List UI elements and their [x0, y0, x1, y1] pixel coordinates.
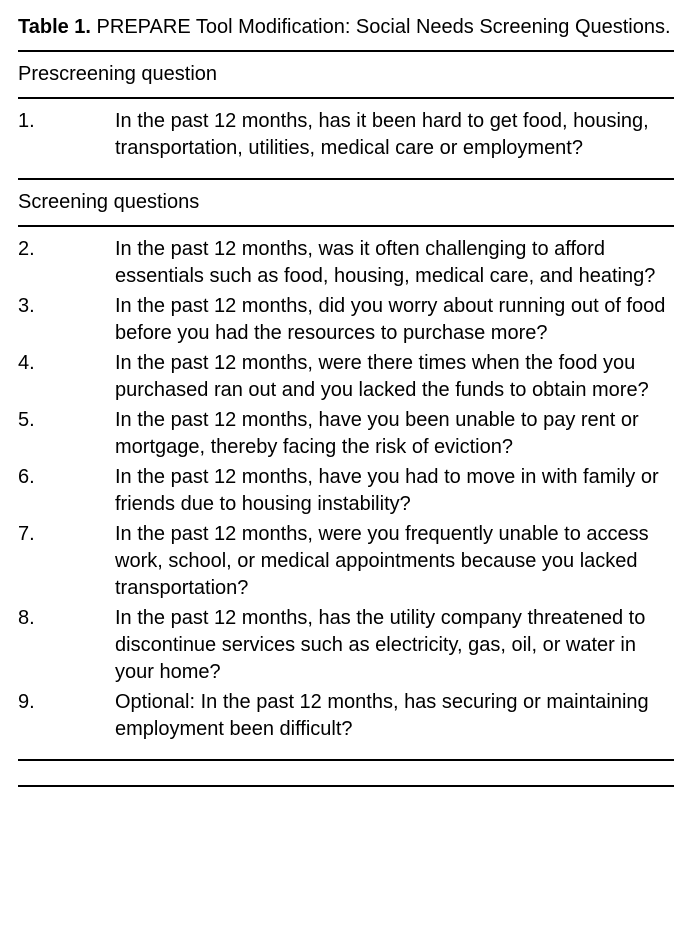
question-number: 8.: [18, 607, 35, 629]
question-number: 4.: [18, 352, 35, 374]
screening-rows: [18, 227, 674, 759]
question-number: 5.: [18, 409, 35, 431]
question-row: [18, 689, 674, 743]
question-row: [18, 464, 674, 518]
question-number: 6.: [18, 466, 35, 488]
table-caption: [18, 14, 674, 41]
question-number: 1.: [18, 110, 35, 132]
bottom-spacer: [18, 761, 674, 785]
question-row: [18, 521, 674, 602]
prescreening-rows: [18, 99, 674, 178]
question-row: [18, 407, 674, 461]
question-text: In the past 12 months, has the utility company threatened to discontinue services such as electricity, gas, oil, or water in your home?: [115, 607, 646, 683]
section-header-prescreening: Prescreening question: [18, 63, 218, 85]
question-text: In the past 12 months, were you frequently unable to access work, school, or medical appointments because you lacked transportation?: [115, 523, 649, 599]
question-number: 3.: [18, 295, 35, 317]
question-row: [18, 293, 674, 347]
question-row: [18, 605, 674, 686]
question-number: 7.: [18, 523, 35, 545]
table-caption-text: PREPARE Tool Modification: Social Needs Screening Questions.: [91, 16, 671, 38]
table-caption-label: Table 1.: [18, 16, 91, 38]
question-text: In the past 12 months, have you been unable to pay rent or mortgage, thereby facing the risk of eviction?: [115, 409, 639, 458]
question-text: In the past 12 months, did you worry about running out of food before you had the resources to purchase more?: [115, 295, 666, 344]
question-number: 9.: [18, 691, 35, 713]
question-text: In the past 12 months, was it often challenging to afford essentials such as food, housing, medical care, and heating?: [115, 238, 656, 287]
question-number: 2.: [18, 238, 35, 260]
question-text: Optional: In the past 12 months, has securing or maintaining employment been difficult?: [115, 691, 649, 740]
page-bottom-rule: [18, 785, 674, 787]
question-text: In the past 12 months, has it been hard to get food, housing, transportation, utilities, medical care or employment?: [115, 110, 649, 159]
question-row: [18, 108, 674, 162]
question-text: In the past 12 months, have you had to move in with family or friends due to housing instability?: [115, 466, 659, 515]
question-row: [18, 236, 674, 290]
question-row: [18, 350, 674, 404]
question-text: In the past 12 months, were there times when the food you purchased ran out and you lacked the funds to obtain more?: [115, 352, 649, 401]
section-header-screening: Screening questions: [18, 191, 200, 213]
